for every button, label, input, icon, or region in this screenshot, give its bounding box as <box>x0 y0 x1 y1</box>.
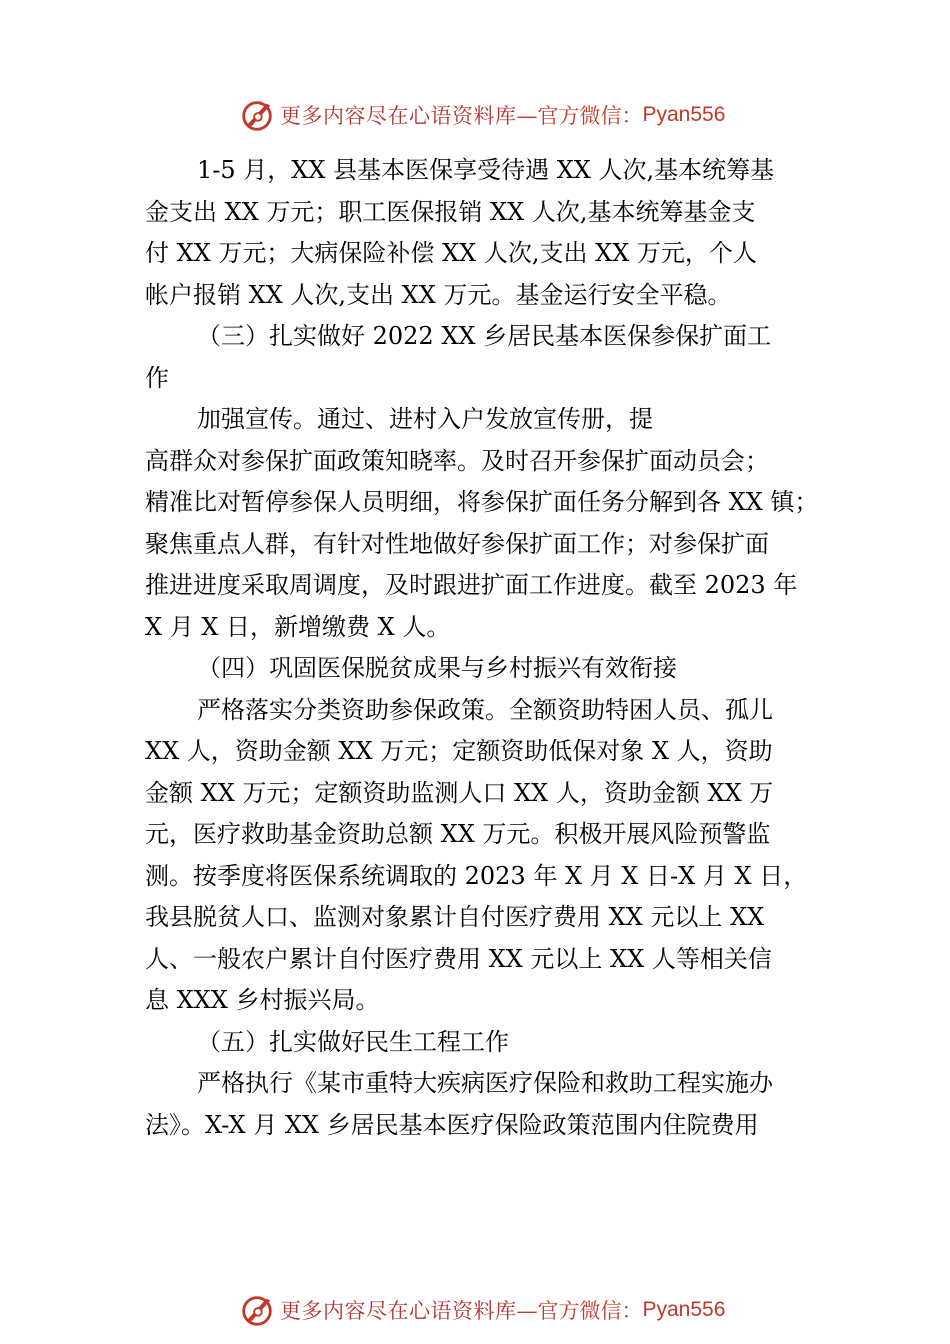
paragraph-line: 人、一般农户累计自付医疗费用 XX 元以上 XX 人等相关信 <box>145 944 772 973</box>
paragraph-line: 金支出 XX 万元；职工医保报销 XX 人次,基本统筹基金支 <box>145 197 756 226</box>
document-body <box>145 150 835 1146</box>
brush-logo-icon <box>238 96 276 134</box>
banner-title: 更多内容尽在心语资料库 <box>280 104 517 128</box>
paragraph-line: 聚焦重点人群，有针对性地做好参保扩面工作；对参保扩面 <box>145 529 769 558</box>
paragraph-line: 严格落实分类资助参保政策。全额资助特困人员、孤儿 <box>197 695 773 724</box>
paragraph-line: X 月 X 日，新增缴费 X 人。 <box>145 612 451 641</box>
banner-separator: —官方微信： <box>516 1299 643 1323</box>
paragraph-line: 帐户报销 XX 人次,支出 XX 万元。基金运行安全平稳。 <box>145 280 732 309</box>
paragraph-line: 推进进度采取周调度，及时跟进扩面工作进度。截至 2023 年 <box>145 571 798 599</box>
paragraph-line: 精准比对暂停参保人员明细，将参保扩面任务分解到各 XX 镇； <box>145 488 819 516</box>
brush-logo-icon <box>238 1291 276 1329</box>
paragraph-line: 金额 XX 万元；定额资助监测人口 XX 人，资助金额 XX 万 <box>145 778 774 807</box>
paragraph-line: 我县脱贫人口、监测对象累计自付医疗费用 XX 元以上 XX <box>145 903 765 931</box>
paragraph-line: 严格执行《某市重特大疾病医疗保险和救助工程实施办 <box>197 1069 773 1097</box>
paragraph-line: XX 人，资助金额 XX 万元；定额资助低保对象 X 人，资助 <box>145 737 773 765</box>
paragraph-line: 元，医疗救助基金资助总额 XX 万元。积极开展风险预警监 <box>145 820 771 848</box>
banner-wechat-id: Pyan556 <box>642 103 726 126</box>
paragraph-line: 息 XXX 乡村振兴局。 <box>145 986 380 1014</box>
paragraph-line: 法》。X-X 月 XX 乡居民基本医疗保险政策范围内住院费用 <box>145 1110 759 1139</box>
section-heading-continued: 作 <box>145 363 169 392</box>
banner-separator: —官方微信： <box>516 104 643 128</box>
paragraph-line: 1-5 月，XX 县基本医保享受待遇 XX 人次,基本统筹基 <box>197 156 775 184</box>
header-banner <box>238 95 725 135</box>
banner-title: 更多内容尽在心语资料库 <box>280 1299 517 1323</box>
paragraph-line: 付 XX 万元；大病保险补偿 XX 人次,支出 XX 万元，个人 <box>145 239 757 267</box>
section-heading: （五）扎实做好民生工程工作 <box>197 1027 509 1056</box>
footer-banner <box>238 1290 725 1330</box>
section-heading: （三）扎实做好 2022 XX 乡居民基本医保参保扩面工 <box>197 322 772 350</box>
banner-wechat-id: Pyan556 <box>642 1298 726 1321</box>
paragraph-line: 高群众对参保扩面政策知晓率。及时召开参保扩面动员会； <box>145 446 769 475</box>
section-heading: （四）巩固医保脱贫成果与乡村振兴有效衔接 <box>197 654 677 682</box>
paragraph-line: 加强宣传。通过、进村入户发放宣传册，提 <box>197 405 653 433</box>
paragraph-line: 测。按季度将医保系统调取的 2023 年 X 月 X 日-X 月 X 日， <box>145 861 808 890</box>
